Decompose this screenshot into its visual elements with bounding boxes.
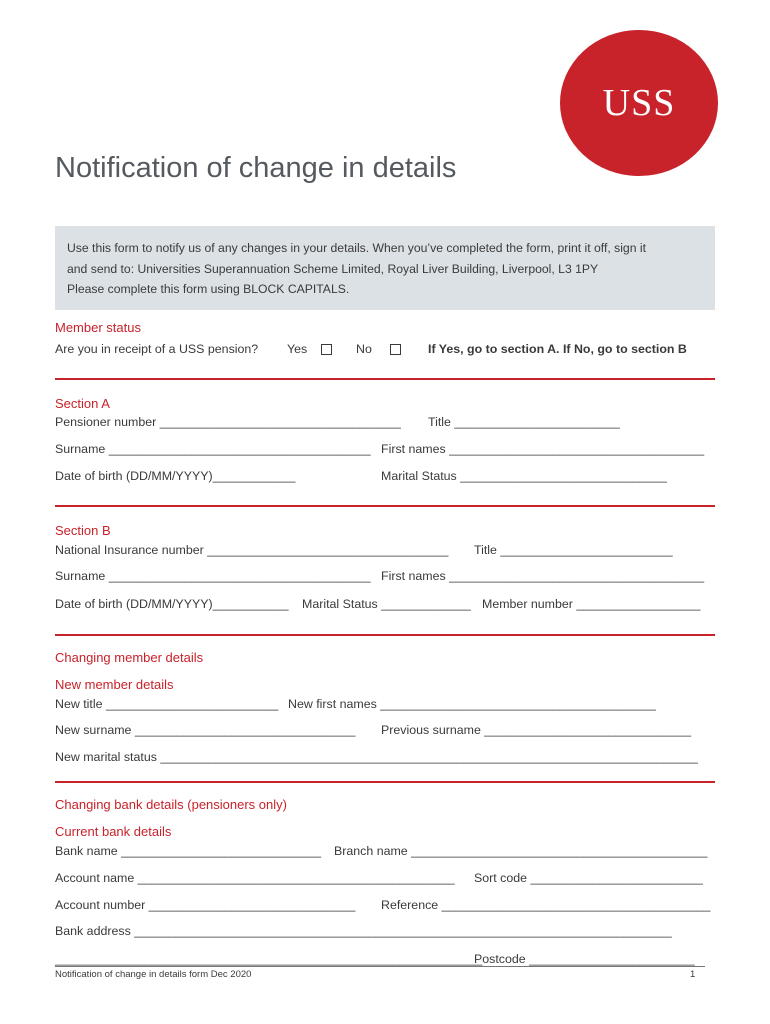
divider	[55, 634, 715, 636]
section-b-heading: Section B	[55, 523, 111, 538]
footer-divider	[55, 966, 705, 967]
member-number-field[interactable]: Member number __________________	[482, 597, 701, 611]
divider	[55, 378, 715, 380]
intro-line-2: and send to: Universities Superannuation Scheme Limited, Royal Liver Building, Liverpool, L3 1PY	[67, 261, 599, 276]
first-names-field-b[interactable]: First names _____________________________________	[381, 569, 705, 583]
branch-name-field[interactable]: Branch name ___________________________________________	[334, 844, 708, 858]
section-instruction: If Yes, go to section A. If No, go to section B	[428, 342, 687, 356]
surname-field-b[interactable]: Surname ______________________________________	[55, 569, 371, 583]
uss-logo	[560, 30, 718, 176]
intro-box	[55, 226, 715, 310]
uss-logo-text: USS	[602, 82, 676, 124]
current-bank-subheading: Current bank details	[55, 824, 172, 839]
bank-address-field[interactable]: Bank address ______________________________________________________________________________	[55, 924, 672, 938]
intro-line-1: Use this form to notify us of any changes in your details. When you’ve completed the form, print it off, sign it	[67, 241, 646, 255]
yes-option[interactable]	[287, 342, 332, 356]
first-names-field-a[interactable]: First names _____________________________________	[381, 442, 705, 456]
marital-status-field-b[interactable]: Marital Status _____________	[302, 597, 471, 611]
section-a-heading: Section A	[55, 396, 110, 411]
surname-field-a[interactable]: Surname ______________________________________	[55, 442, 371, 456]
intro-line-3: Please complete this form using BLOCK CAPITALS.	[67, 282, 350, 296]
bank-name-field[interactable]: Bank name _____________________________	[55, 844, 321, 858]
no-checkbox[interactable]	[390, 344, 401, 355]
pensioner-number-field[interactable]: Pensioner number ___________________________________	[55, 415, 401, 429]
title-field-b[interactable]: Title _________________________	[474, 543, 673, 557]
footer-text: Notification of change in details form Dec 2020	[55, 969, 252, 980]
page-title: Notification of change in details	[55, 152, 457, 184]
divider	[55, 505, 715, 507]
title-field-a[interactable]: Title ________________________	[428, 415, 620, 429]
yes-checkbox[interactable]	[321, 344, 332, 355]
marital-status-field-a[interactable]: Marital Status ______________________________	[381, 469, 667, 483]
new-surname-field[interactable]: New surname ________________________________	[55, 723, 356, 737]
pension-question: Are you in receipt of a USS pension?	[55, 342, 259, 356]
new-title-field[interactable]: New title _________________________	[55, 697, 279, 711]
no-label: No	[356, 342, 372, 356]
account-name-field[interactable]: Account name ______________________________________________	[55, 871, 455, 885]
no-option[interactable]	[356, 342, 401, 356]
divider	[55, 781, 715, 783]
account-number-field[interactable]: Account number ______________________________	[55, 898, 356, 912]
sort-code-field[interactable]: Sort code _________________________	[474, 871, 703, 885]
dob-field-b[interactable]: Date of birth (DD/MM/YYYY)___________	[55, 597, 289, 611]
page-number: 1	[690, 969, 696, 980]
member-status-heading: Member status	[55, 320, 141, 335]
new-marital-status-field[interactable]: New marital status ______________________________________________________________________________	[55, 750, 698, 764]
dob-field-a[interactable]: Date of birth (DD/MM/YYYY)____________	[55, 469, 296, 483]
new-first-names-field[interactable]: New first names ________________________________________	[288, 697, 656, 711]
changing-member-heading: Changing member details	[55, 650, 204, 665]
previous-surname-field[interactable]: Previous surname ______________________________	[381, 723, 692, 737]
postcode-field[interactable]: Postcode ________________________	[474, 952, 695, 966]
new-member-subheading: New member details	[55, 677, 174, 692]
changing-bank-heading: Changing bank details (pensioners only)	[55, 797, 287, 812]
bank-address-line2-field[interactable]: ______________________________________________________________	[55, 952, 483, 966]
reference-field[interactable]: Reference _______________________________________	[381, 898, 711, 912]
ni-number-field[interactable]: National Insurance number ___________________________________	[55, 543, 449, 557]
yes-label: Yes	[287, 342, 308, 356]
